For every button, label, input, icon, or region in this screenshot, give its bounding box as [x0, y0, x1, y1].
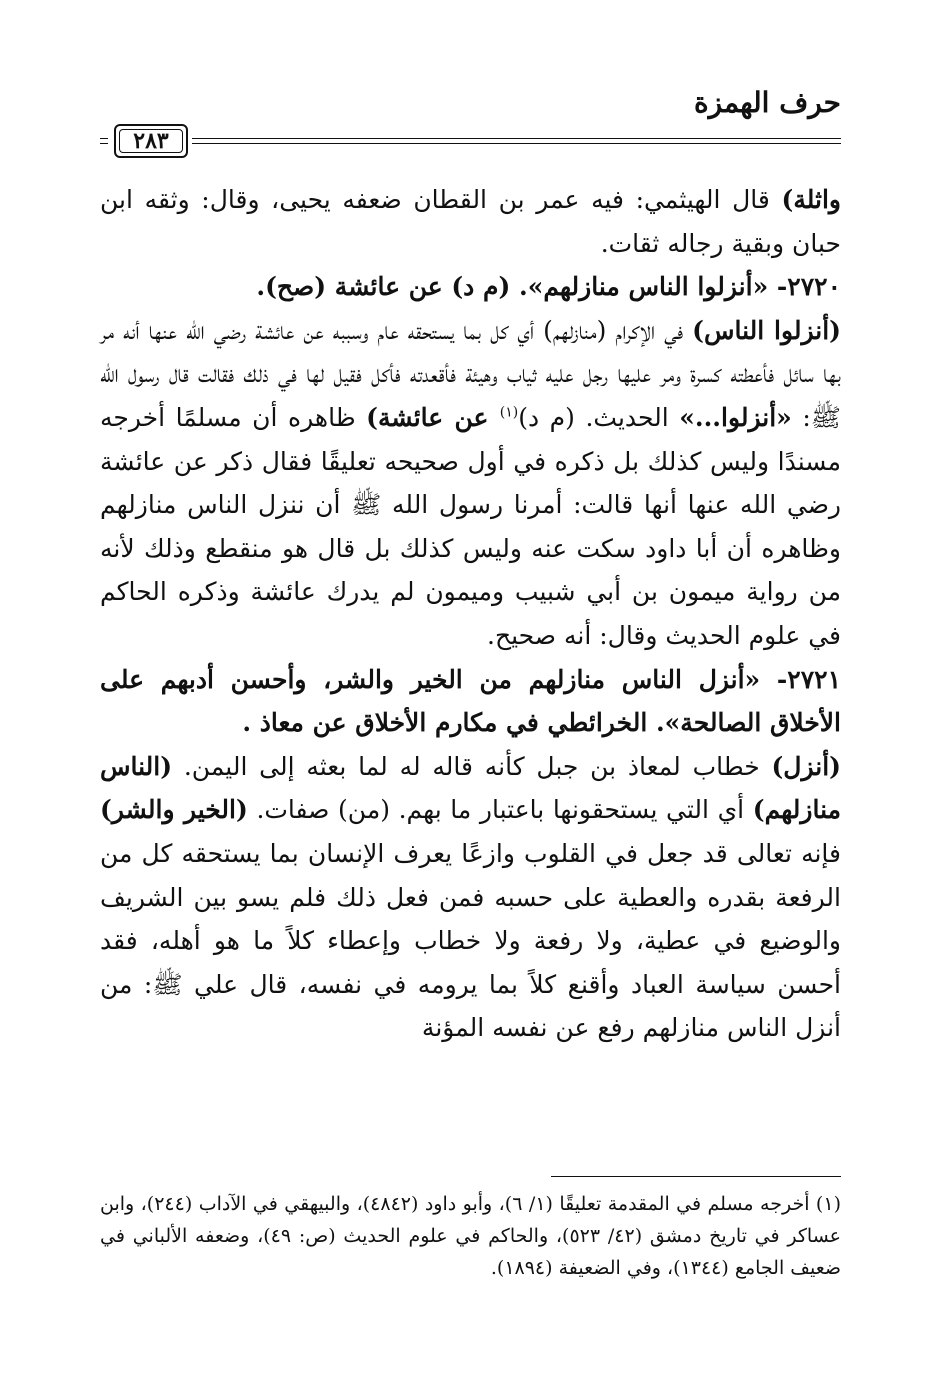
- footnote-1: (١) أخرجه مسلم في المقدمة تعليقًا (١/ ٦)، وأبو داود (٤٨٤٢)، والبيهقي في الآداب (٢٤٤)، وابن عساكر في تاريخ دمشق (٤٢/ ٥٢٣)، والحاكم في علوم الحديث (ص: ٤٩)، وضعفه الألباني في ضعيف الجامع (١٣٤٤)، وفي الضعيفة (١٨٩٤).: [100, 1193, 841, 1279]
- paragraph-text: ظاهره أن مسلمًا أخرجه مسندًا وليس كذلك بل ذكره في أول صحيحه تعليقًا فقال ذكر عن عائشة رضي الله عنها أنها قالت: أمرنا رسول الله ﷺ أن ننزل الناس منازلهم وظاهره أن أبا داود سكت عنه وليس كذلك بل قال هو منقطع وذلك لأنه من رواية ميمون بن أبي شبيب وميمون لم يدرك عائشة وذكره الحاكم في علوم الحديث وقال: أنه صحيح.: [100, 402, 841, 650]
- bold-term: (أنزل): [771, 751, 841, 781]
- paragraph-text: الحديث. (م د): [518, 402, 680, 432]
- bold-term: «أنزلوا...»: [679, 402, 792, 432]
- hadith-heading-2720: ٢٧٢٠- «أنزلوا الناس منازلهم». (م د) عن عائشة (صح).: [256, 272, 841, 302]
- bold-term: (الخير والشر): [100, 795, 248, 825]
- paragraph-waathila: [100, 178, 841, 265]
- footnotes: [100, 1188, 841, 1284]
- double-rule: [192, 138, 841, 144]
- page-number: [114, 124, 188, 158]
- bold-term: عن عائشة): [366, 402, 500, 432]
- paragraph-text: في الإكرام (منازلهم) أي كل بما يستحقه عام وسببه عن عائشة رضي الله عنها أنه مر بها سائل فأعطته كسرة ومر عليها رجل عليه ثياب وهيئة فأقعدته فأكل فقيل لها في ذلك فقالت قال رسول الله ﷺ:: [100, 315, 841, 432]
- paragraph-text: أي التي يستحقونها باعتبار ما بهم. (من) صفات.: [247, 795, 753, 825]
- bold-term: (أنزلوا الناس): [692, 315, 841, 345]
- paragraph-text: قال الهيثمي: فيه عمر بن القطان ضعفه يحيى، وقال: وثقه ابن حبان وبقية رجاله ثقات.: [100, 185, 841, 258]
- footnote-ref[interactable]: (١): [499, 404, 519, 421]
- footnote-divider: [551, 1176, 841, 1177]
- main-text: [100, 178, 841, 1050]
- paragraph-commentary-2721: [100, 745, 841, 1050]
- paragraph-text: فإنه تعالى قد جعل في القلوب وازعًا يعرف الإنسان بما يستحقه كل من الرفعة بقدره والعطية على حسبه فمن فعل ذلك فلم يسو بين الشريف والوضيع في عطية، ولا رفعة ولا خطاب وإعطاء كلاً ما هو أهله، فقد أحسن سياسة العباد وأقنع كلاً بما يرومه في نفسه، قال علي ﷺ: من أنزل الناس منازلهم رفع عن نفسه المؤنة: [100, 838, 841, 1043]
- bold-term: واثلة): [781, 185, 841, 214]
- paragraph-commentary-2720: [100, 309, 841, 658]
- page-header: [100, 80, 841, 160]
- paragraph-text: خطاب لمعاذ بن جبل كأنه قاله له لما بعثه إلى اليمن.: [172, 751, 772, 781]
- page-number-text: ٢٨٣: [133, 128, 169, 154]
- chapter-title: حرف الهمزة: [693, 86, 841, 119]
- rule-dash: [100, 138, 108, 144]
- header-rule: [100, 128, 841, 156]
- hadith-heading-2721: ٢٧٢١- «أنزل الناس منازلهم من الخير والشر، وأحسن أدبهم على الأخلاق الصالحة». الخرائطي في مكارم الأخلاق عن معاذ .: [100, 664, 841, 738]
- bold-term: (الناس منازلهم): [100, 751, 841, 825]
